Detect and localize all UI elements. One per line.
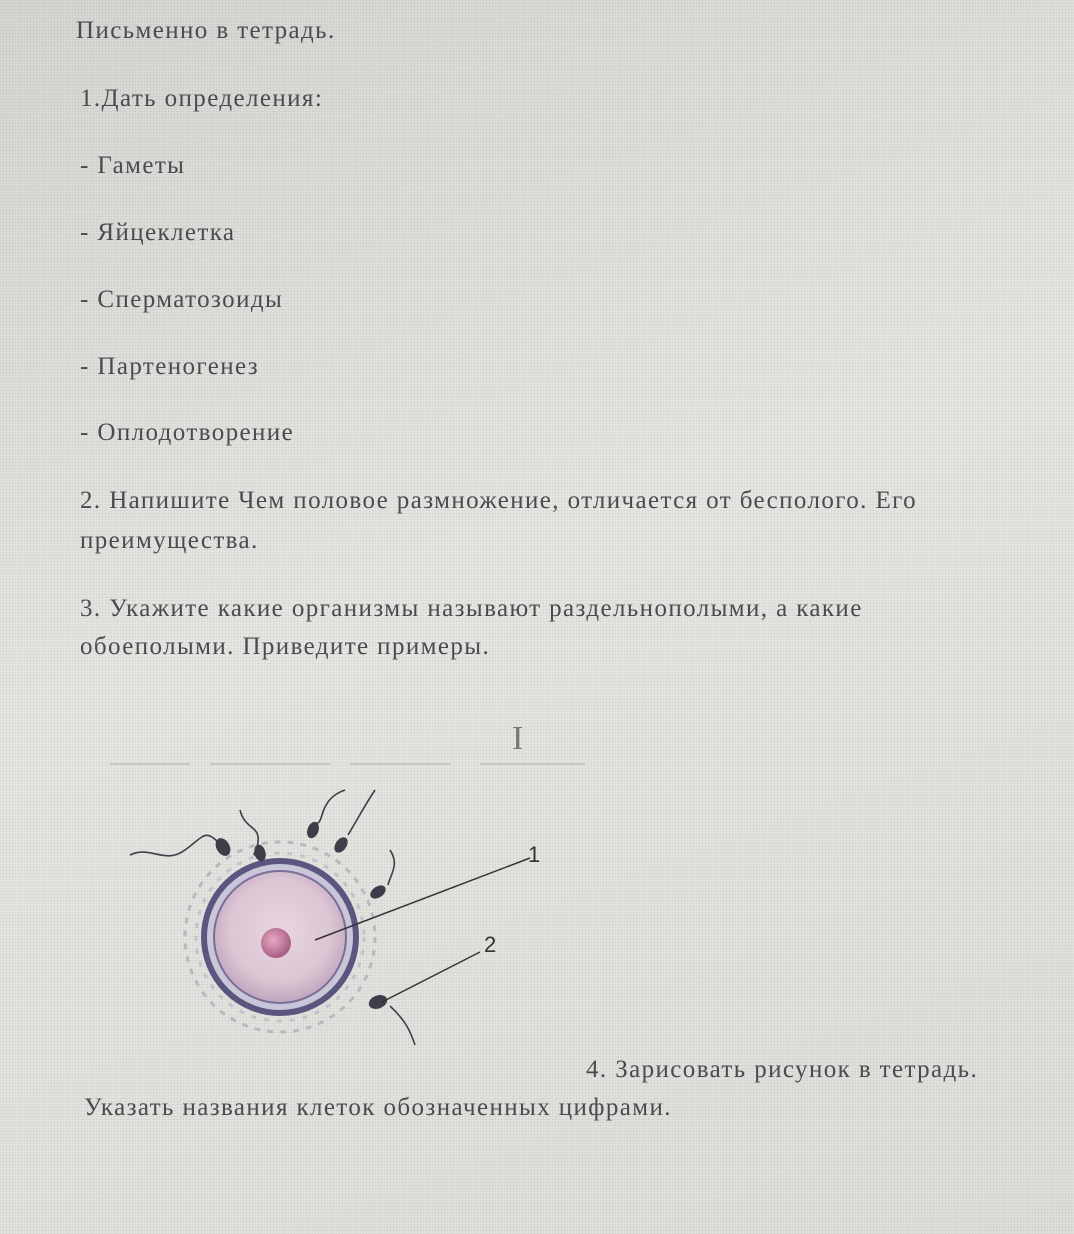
heading: Письменно в тетрадь. (76, 17, 336, 44)
egg-nucleus (261, 928, 291, 958)
term-gametes: - Гаметы (80, 152, 186, 179)
term-parthenogenesis: - Партеногенез (80, 353, 260, 380)
task-4-line-1: 4. Зарисовать рисунок в тетрадь. (586, 1056, 979, 1083)
fertilization-figure (90, 750, 610, 1050)
text-cursor-icon: I (512, 720, 524, 757)
term-egg-cell: - Яйцеклетка (80, 219, 236, 246)
figure-label-2: 2 (484, 932, 497, 957)
task-1: 1.Дать определения: (80, 85, 324, 112)
figure-label-1: 1 (528, 842, 541, 867)
task-3-line-1: 3. Укажите какие организмы называют раздельнополыми, а какие (80, 595, 863, 622)
term-sperm: - Сперматозоиды (80, 286, 284, 313)
pointer-line-2 (382, 952, 480, 1002)
term-fertilization: - Оплодотворение (80, 419, 295, 446)
task-4-line-2: Указать названия клеток обозначенных цифрами. (84, 1094, 672, 1121)
task-2-line-2: преимущества. (80, 527, 259, 554)
task-2-line-1: 2. Напишите Чем половое размножение, отличается от бесполого. Его (80, 487, 918, 514)
egg-and-sperm-illustration (90, 750, 610, 1050)
task-3-line-2: обоеполыми. Приведите примеры. (80, 633, 491, 660)
